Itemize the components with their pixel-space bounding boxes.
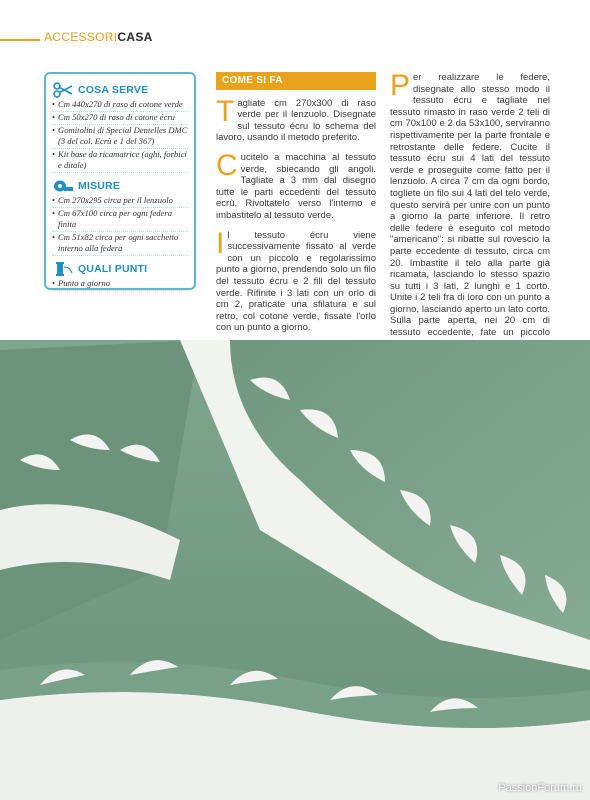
- section-name-a: ACCESSORI: [44, 30, 118, 44]
- measures-section-title: [52, 178, 188, 194]
- paragraph-text: agliate cm 270x300 di raso verde per il lenzuolo. Disegnate sul tessuto écru lo schema del lavoro, usando il metodo preferito.: [216, 97, 376, 144]
- section-heading: [44, 30, 153, 44]
- materials-section-title: [52, 82, 188, 98]
- thread-spool-icon: [52, 261, 74, 277]
- page-header: [0, 28, 590, 52]
- instructions-label: COME SI FA: [216, 72, 376, 90]
- bedding-photo: [0, 340, 590, 800]
- photo-credit: PassionForum.ru: [498, 782, 582, 794]
- drop-cap: P: [390, 69, 411, 102]
- header-rule: [0, 39, 40, 41]
- paragraph: [216, 148, 376, 222]
- list-item: • Gomitolini di Special Dentelles DMC (3 del col. Ecrù e 1 del 367): [52, 125, 188, 149]
- materials-list: [52, 99, 188, 173]
- list-item: • Kit base da ricamatrice (aghi, forbici e ditale): [52, 149, 188, 173]
- paragraph: [216, 94, 376, 144]
- drop-cap: T: [216, 94, 235, 128]
- materials-box: [44, 72, 196, 290]
- scissors-icon: [52, 82, 74, 98]
- stitches-list: [52, 278, 188, 291]
- paragraph-text: ucitelo a macchina al tessuto verde, sbiecando gli angoli. Tagliate a 3 mm dal disegno tutte le parti eccedenti del tessuto ecrù. Rivoltatelo verso l'interno e imbastitelo al tessuto verde.: [216, 151, 376, 221]
- tape-measure-icon: [52, 178, 74, 194]
- list-item: • Punto a giorno: [52, 278, 188, 291]
- list-item: • Cm 50x270 di raso di cotone écru: [52, 112, 188, 125]
- drop-cap: I: [216, 226, 225, 260]
- list-item: • Cm 51x82 circa per ogni sacchetto interno alla federa: [52, 232, 188, 256]
- stitches-title: QUALI PUNTI: [78, 263, 148, 275]
- list-item: • Cm 67x100 circa per ogni federa finita: [52, 208, 188, 232]
- paragraph: [216, 226, 376, 334]
- article-column-2: [390, 69, 550, 370]
- paragraph-text: er realizzare le federe, disegnate allo stesso modo il tessuto écru e tagliate nel tessuto rimasto in raso verde 2 teli di cm 70x100 e 2 da 53x100, serviranno rispettivamente per la parte frontale e retrostante delle federe. Cucite il tessuto écru sui 4 lati del tessuto verde e proseguite come fatto per il lenzuolo. A circa 7 cm da ogni bordo, togliete un filo sui 4 lati del telo verde, questo servirà per unire con un punto a giorno la parte inferiore. Il retro delle federe è eseguito col metodo "americano": si ribatte sul rovescio la parte eccedente di tessuto, circa cm 20. Imbastite il telo alla parte già ricamata, lasciando lo stesso spazio su tutti i 3 lati, 2 lunghi e 1 corto. Unite i 2 teli fra di loro con un punto a giorno, lasciando aperto un lato corto. Sulla parte aperta, nei 20 cm di tessuto eccedente, fate un piccolo: [390, 72, 550, 339]
- pillow-embroidery-illustration: [0, 340, 590, 800]
- list-item: • Cm 440x270 di raso di cotone verde: [52, 99, 188, 112]
- measures-list: [52, 195, 188, 256]
- paragraph: [390, 69, 550, 362]
- list-item: • Cm 270x295 circa per il lenzuolo: [52, 195, 188, 208]
- drop-cap: C: [216, 148, 238, 182]
- article-column-1: [216, 72, 376, 342]
- measures-title: MISURE: [78, 180, 121, 192]
- section-name-b: CASA: [117, 30, 153, 44]
- paragraph-text: l tessuto écru viene successivamente fissato al verde con un piccolo e regolarissimo punto a giorno, prendendo solo un filo del tessuto écru e 2 fili del tessuto verde. Rifinite i 3 lati con un orlo di cm 2, praticate una sfilatura e sul retro, col cotone verde, fissate l'orlo con un punto a giorno.: [216, 229, 376, 334]
- materials-title: COSA SERVE: [78, 84, 149, 96]
- stitches-section-title: [52, 261, 188, 277]
